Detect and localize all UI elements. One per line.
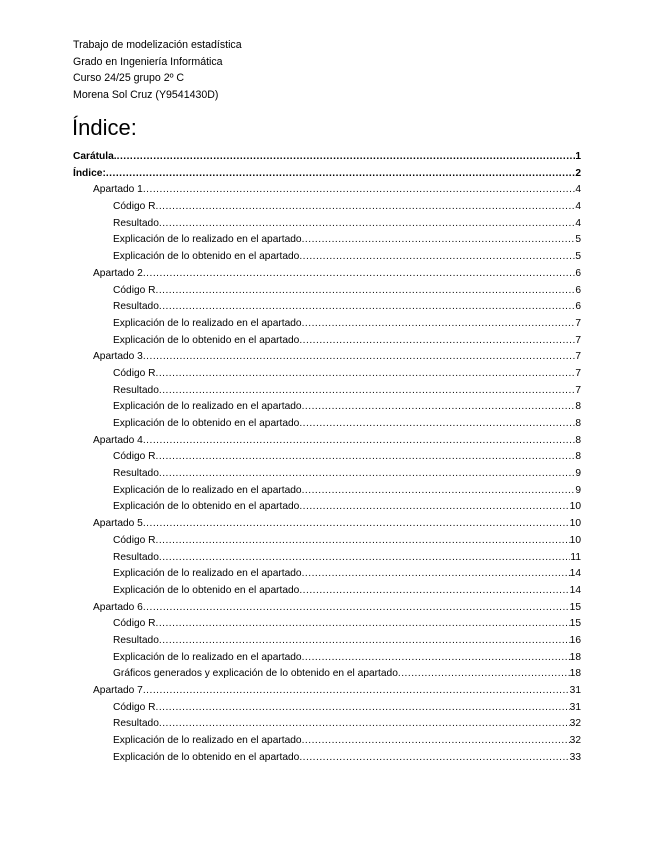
toc-entry-label: Código R <box>113 618 156 630</box>
toc-entry[interactable] <box>73 199 581 216</box>
toc-entry-label: Resultado <box>113 718 159 730</box>
toc-entry-label: Gráficos generados y explicación de lo obtenido en el apartado <box>113 668 398 680</box>
toc-entry-label: Apartado 3 <box>93 351 143 363</box>
toc-entry-label: Resultado <box>113 301 159 313</box>
toc-entry-label: Resultado <box>113 384 159 396</box>
toc-entry-page-number: 14 <box>569 568 581 580</box>
toc-entry-label: Resultado <box>113 551 159 563</box>
toc-entry[interactable] <box>73 383 581 400</box>
toc-entry[interactable] <box>73 366 581 383</box>
toc-entry-page-number: 10 <box>569 501 581 513</box>
toc-entry-leader-dots <box>143 182 575 199</box>
toc-entry-label: Resultado <box>113 634 159 646</box>
toc-entry[interactable] <box>73 566 581 583</box>
toc-entry-page-number: 33 <box>569 751 581 763</box>
toc-entry-leader-dots <box>155 366 575 383</box>
toc-entry[interactable] <box>73 583 581 600</box>
toc-entry-page-number: 8 <box>575 418 581 429</box>
toc-entry-page-number: 7 <box>575 384 581 396</box>
toc-entry[interactable] <box>73 433 581 450</box>
toc-entry-leader-dots <box>155 283 575 300</box>
toc-entry-leader-dots <box>143 266 575 283</box>
toc-entry[interactable] <box>73 266 581 283</box>
header-author: Morena Sol Cruz (Y9541430D) <box>73 88 219 101</box>
toc-entry-label: Explicación de lo obtenido en el apartado <box>113 501 300 513</box>
toc-entry-leader-dots <box>302 232 576 249</box>
toc-entry-leader-dots <box>299 416 575 433</box>
toc-entry-label: Explicación de lo realizado en el apartado <box>113 735 302 747</box>
toc-entry-page-number: 5 <box>575 234 581 246</box>
toc-entry-label: Código R <box>113 534 156 546</box>
toc-entry[interactable] <box>73 416 581 433</box>
toc-entry-label: Código R <box>113 701 156 713</box>
toc-entry-page-number: 18 <box>569 651 581 663</box>
toc-entry-leader-dots <box>299 583 569 600</box>
toc-entry-label: Código R <box>113 367 156 379</box>
toc-entry-leader-dots <box>155 449 575 466</box>
toc-entry-page-number: 10 <box>569 534 581 546</box>
table-of-contents <box>73 149 581 766</box>
toc-entry[interactable] <box>73 216 581 233</box>
toc-entry-page-number: 32 <box>569 718 581 730</box>
toc-entry-leader-dots <box>159 550 571 567</box>
toc-entry-leader-dots <box>398 666 570 683</box>
toc-entry[interactable] <box>73 733 581 750</box>
toc-entry-label: Explicación de lo realizado en el apartado <box>113 401 302 413</box>
toc-entry-label: Resultado <box>113 217 159 229</box>
toc-entry-label: Explicación de lo realizado en el apartado <box>113 317 302 329</box>
toc-entry-leader-dots <box>155 700 569 717</box>
toc-entry-label: Código R <box>113 451 156 463</box>
toc-entry[interactable] <box>73 483 581 500</box>
header-degree: Grado en Ingeniería Informática <box>73 55 223 68</box>
toc-entry-leader-dots <box>159 383 575 400</box>
toc-entry-page-number: 5 <box>575 251 581 263</box>
toc-entry-leader-dots <box>155 616 569 633</box>
toc-entry-label: Explicación de lo realizado en el apartado <box>113 484 302 496</box>
toc-entry-label: Apartado 4 <box>93 434 143 446</box>
toc-entry-label: Código R <box>113 284 156 296</box>
toc-entry-leader-dots <box>117 149 576 166</box>
toc-entry[interactable] <box>73 750 581 767</box>
toc-entry-leader-dots <box>299 249 575 266</box>
toc-entry-page-number: 15 <box>569 618 581 630</box>
toc-entry-leader-dots <box>155 533 569 550</box>
toc-entry-leader-dots <box>302 399 576 416</box>
toc-entry-leader-dots <box>143 683 570 700</box>
toc-entry-page-number: 10 <box>569 518 581 530</box>
toc-entry[interactable] <box>73 666 581 683</box>
toc-entry-leader-dots <box>155 199 575 216</box>
toc-entry-page-number: 9 <box>575 468 581 480</box>
toc-entry[interactable] <box>73 633 581 650</box>
toc-entry[interactable] <box>73 600 581 617</box>
toc-entry-leader-dots <box>159 633 570 650</box>
toc-entry-leader-dots <box>299 333 575 350</box>
toc-entry-label: Explicación de lo obtenido en el apartado <box>113 251 300 263</box>
toc-entry-leader-dots <box>299 499 569 516</box>
header-course-group: Curso 24/25 grupo 2º C <box>73 72 185 84</box>
toc-entry-label: Resultado <box>113 468 159 480</box>
toc-entry-page-number: 32 <box>569 735 581 747</box>
toc-entry-leader-dots <box>302 733 570 750</box>
toc-entry-label: Explicación de lo realizado en el apartado <box>113 568 302 580</box>
toc-entry-label: Apartado 2 <box>93 267 143 279</box>
toc-entry-leader-dots <box>143 600 570 617</box>
toc-entry[interactable] <box>73 182 581 199</box>
toc-entry[interactable] <box>73 499 581 516</box>
toc-entry-label: Explicación de lo realizado en el apartado <box>113 234 302 246</box>
toc-entry-page-number: 31 <box>569 701 581 713</box>
toc-entry-page-number: 7 <box>575 367 581 379</box>
toc-entry-page-number: 7 <box>575 334 581 346</box>
toc-entry-label: Apartado 1 <box>93 184 143 196</box>
toc-entry-label: Apartado 6 <box>93 601 143 613</box>
toc-entry-label: Explicación de lo realizado en el apartado <box>113 651 302 663</box>
toc-entry-label: Apartado 5 <box>93 518 143 530</box>
toc-entry-page-number: 6 <box>575 284 581 296</box>
toc-entry-page-number: 8 <box>575 434 581 446</box>
toc-entry-label: Código R <box>113 201 156 213</box>
toc-entry-leader-dots <box>302 316 576 333</box>
toc-entry-page-number: 6 <box>575 301 581 313</box>
toc-entry-leader-dots <box>302 650 570 667</box>
toc-entry-leader-dots <box>302 483 576 500</box>
toc-entry-page-number: 8 <box>575 401 581 413</box>
header-course-work: Trabajo de modelización estadística <box>73 39 242 51</box>
toc-entry-label: Carátula. <box>73 151 117 162</box>
toc-entry-leader-dots <box>159 466 575 483</box>
toc-entry[interactable] <box>73 516 581 533</box>
toc-entry[interactable] <box>73 316 581 333</box>
toc-entry-page-number: 31 <box>569 685 581 696</box>
toc-entry-page-number: 11 <box>570 551 581 563</box>
toc-entry-leader-dots <box>106 166 575 183</box>
document-header <box>73 37 242 103</box>
toc-entry[interactable] <box>73 449 581 466</box>
toc-entry-label: Explicación de lo obtenido en el apartado <box>113 751 300 763</box>
toc-entry-page-number: 18 <box>569 668 581 680</box>
toc-entry[interactable] <box>73 166 581 183</box>
toc-entry-leader-dots <box>302 566 570 583</box>
toc-entry-label: Explicación de lo obtenido en el apartado <box>113 418 300 429</box>
toc-entry[interactable] <box>73 333 581 350</box>
toc-entry-page-number: 4 <box>575 184 581 196</box>
toc-entry[interactable] <box>73 616 581 633</box>
toc-entry-page-number: 4 <box>575 217 581 229</box>
toc-entry-page-number: 9 <box>575 484 581 496</box>
toc-entry[interactable] <box>73 399 581 416</box>
toc-entry-page-number: 7 <box>575 351 581 363</box>
toc-entry[interactable] <box>73 249 581 266</box>
toc-entry-label: Índice: <box>73 167 106 179</box>
toc-entry-leader-dots <box>159 716 570 733</box>
toc-entry-leader-dots <box>143 516 570 533</box>
toc-entry[interactable] <box>73 716 581 733</box>
toc-entry-label: Apartado 7 <box>93 685 143 696</box>
toc-entry[interactable] <box>73 466 581 483</box>
toc-entry[interactable] <box>73 299 581 316</box>
toc-entry-page-number: 1 <box>575 151 581 162</box>
toc-entry-page-number: 16 <box>569 634 581 646</box>
toc-entry-page-number: 7 <box>575 317 581 329</box>
toc-entry-page-number: 4 <box>575 201 581 213</box>
toc-entry-leader-dots <box>299 750 569 767</box>
toc-entry-leader-dots <box>159 299 575 316</box>
toc-entry[interactable] <box>73 149 581 166</box>
toc-entry-label: Explicación de lo obtenido en el apartado <box>113 584 300 596</box>
toc-entry-page-number: 8 <box>575 451 581 463</box>
toc-entry-page-number: 14 <box>569 584 581 596</box>
toc-entry[interactable] <box>73 700 581 717</box>
toc-entry[interactable] <box>73 650 581 667</box>
toc-entry[interactable] <box>73 683 581 700</box>
toc-entry-leader-dots <box>159 216 575 233</box>
toc-entry[interactable] <box>73 550 581 567</box>
toc-entry-page-number: 15 <box>569 601 581 613</box>
toc-title: Índice: <box>72 115 137 140</box>
toc-entry-leader-dots <box>143 349 575 366</box>
toc-entry-label: Explicación de lo obtenido en el apartado <box>113 334 300 346</box>
toc-entry[interactable] <box>73 283 581 300</box>
toc-entry-leader-dots <box>143 433 575 450</box>
toc-entry-page-number: 2 <box>575 167 581 179</box>
toc-entry-page-number: 6 <box>575 267 581 279</box>
toc-entry[interactable] <box>73 232 581 249</box>
toc-entry[interactable] <box>73 349 581 366</box>
toc-entry[interactable] <box>73 533 581 550</box>
